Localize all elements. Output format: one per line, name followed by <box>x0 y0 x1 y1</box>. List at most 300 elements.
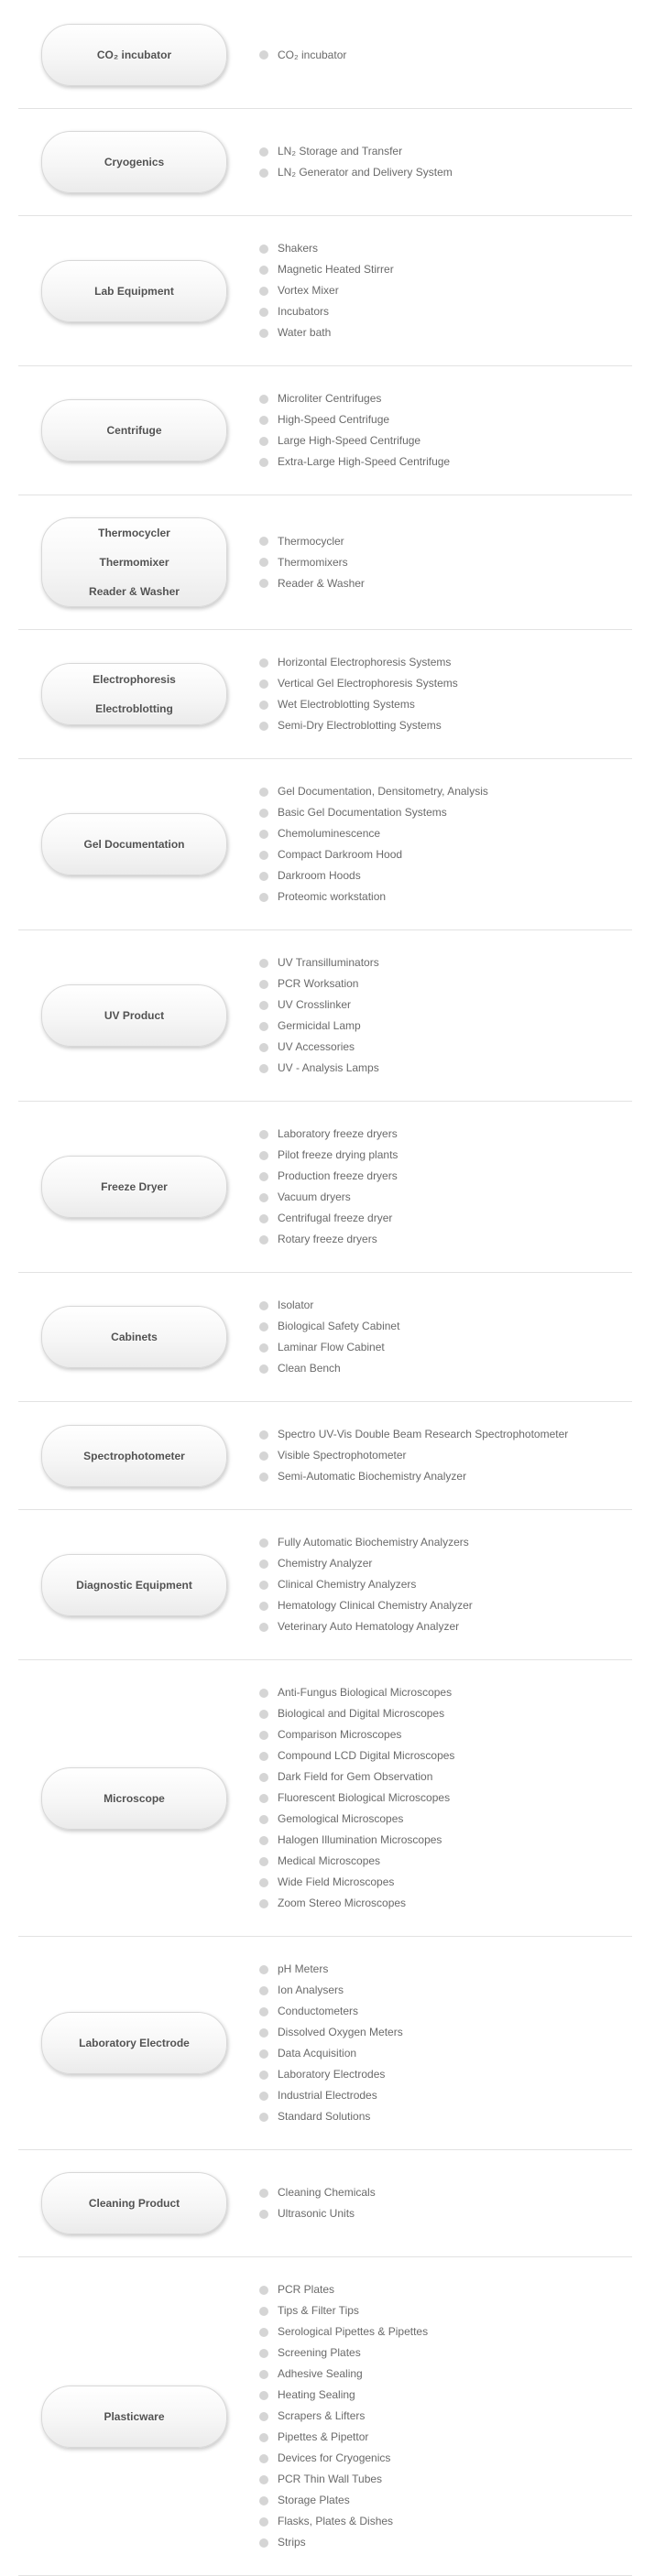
bullet-icon <box>259 1430 268 1440</box>
subcategory-label: Semi-Dry Electroblotting Systems <box>278 719 442 732</box>
subcategory-label: PCR Worksation <box>278 977 359 990</box>
subcategory-label: Basic Gel Documentation Systems <box>278 806 447 819</box>
bullet-icon <box>259 1022 268 1031</box>
subcategory-item[interactable] <box>259 1424 632 1445</box>
category-button-plasticware[interactable] <box>41 2386 227 2448</box>
subcategory-list <box>259 388 632 473</box>
bullet-icon <box>259 2349 268 2358</box>
subcategory-item[interactable] <box>259 1058 632 1079</box>
subcategory-item[interactable] <box>259 2469 632 2490</box>
bullet-icon <box>259 2210 268 2219</box>
subcategory-label: UV Transilluminators <box>278 956 379 969</box>
category-button-cryogenics[interactable] <box>41 131 227 193</box>
subcategory-item[interactable] <box>259 451 632 473</box>
subcategory-item[interactable] <box>259 1595 632 1616</box>
subcategory-label: Vacuum dryers <box>278 1190 351 1203</box>
subcategory-label: Adhesive Sealing <box>278 2367 363 2380</box>
subcategory-list <box>259 952 632 1079</box>
category-button-label: Cabinets <box>111 1331 158 1343</box>
subcategory-item[interactable] <box>259 2511 632 2532</box>
subcategory-item[interactable] <box>259 2182 632 2203</box>
bullet-icon <box>259 980 268 989</box>
bullet-icon <box>259 245 268 254</box>
subcategory-label: Comparison Microscopes <box>278 1728 402 1741</box>
bullet-icon <box>259 1364 268 1374</box>
subcategory-item[interactable] <box>259 2064 632 2085</box>
bullet-icon <box>259 1899 268 1908</box>
bullet-icon <box>259 872 268 881</box>
subcategory-item[interactable] <box>259 952 632 973</box>
category-button-column <box>41 2386 227 2448</box>
category-button-column <box>41 1554 227 1616</box>
subcategory-label: Serological Pipettes & Pipettes <box>278 2325 429 2338</box>
subcategory-label: Darkroom Hoods <box>278 869 361 882</box>
subcategory-item[interactable] <box>259 322 632 343</box>
bullet-icon <box>259 1473 268 1482</box>
subcategory-item[interactable] <box>259 1229 632 1250</box>
category-button-column <box>41 2012 227 2074</box>
bullet-icon <box>259 1043 268 1052</box>
subcategory-item[interactable] <box>259 2203 632 2224</box>
subcategory-list <box>259 2279 632 2553</box>
subcategory-label: Water bath <box>278 326 332 339</box>
subcategory-item[interactable] <box>259 141 632 162</box>
bullet-icon <box>259 1836 268 1845</box>
subcategory-label: Fully Automatic Biochemistry Analyzers <box>278 1536 469 1549</box>
bullet-icon <box>259 1343 268 1353</box>
subcategory-label: Gel Documentation, Densitometry, Analysis <box>278 785 488 798</box>
category-button-cabinets[interactable] <box>41 1306 227 1368</box>
subcategory-list <box>259 2182 632 2224</box>
subcategory-label: Wet Electroblotting Systems <box>278 698 415 711</box>
subcategory-label: Biological and Digital Microscopes <box>278 1707 445 1720</box>
category-button-column <box>41 1425 227 1487</box>
bullet-icon <box>259 2475 268 2484</box>
bullet-icon <box>259 50 268 60</box>
category-button-label: Lab Equipment <box>94 284 174 298</box>
subcategory-item[interactable] <box>259 2022 632 2043</box>
subcategory-item[interactable] <box>259 781 632 802</box>
subcategory-label: Heating Sealing <box>278 2388 355 2401</box>
bullet-icon <box>259 329 268 338</box>
subcategory-label: Veterinary Auto Hematology Analyzer <box>278 1620 460 1633</box>
subcategory-label: Pipettes & Pipettor <box>278 2430 369 2443</box>
subcategory-item[interactable] <box>259 1208 632 1229</box>
subcategory-item[interactable] <box>259 886 632 908</box>
bullet-icon <box>259 658 268 668</box>
category-button-microscope[interactable] <box>41 1767 227 1830</box>
subcategory-label: Isolator <box>278 1299 314 1311</box>
category-button-label: Cryogenics <box>104 156 165 168</box>
bullet-icon <box>259 959 268 968</box>
bullet-icon <box>259 1689 268 1698</box>
subcategory-label: Anti-Fungus Biological Microscopes <box>278 1686 453 1699</box>
subcategory-item[interactable] <box>259 2532 632 2553</box>
subcategory-label: Hematology Clinical Chemistry Analyzer <box>278 1599 473 1612</box>
subcategory-list <box>259 1295 632 1379</box>
subcategory-label: Chemoluminescence <box>278 827 381 840</box>
category-button-label: Freeze Dryer <box>101 1180 168 1193</box>
subcategory-item[interactable] <box>259 973 632 995</box>
subcategory-list <box>259 652 632 736</box>
category-section-cabinets <box>18 1273 632 1402</box>
subcategory-item[interactable] <box>259 301 632 322</box>
subcategory-item[interactable] <box>259 1466 632 1487</box>
subcategory-item[interactable] <box>259 552 632 573</box>
subcategory-label: Flasks, Plates & Dishes <box>278 2515 394 2527</box>
bullet-icon <box>259 1214 268 1223</box>
bullet-icon <box>259 788 268 797</box>
bullet-icon <box>259 2092 268 2101</box>
subcategory-label: Storage Plates <box>278 2494 350 2506</box>
subcategory-item[interactable] <box>259 1682 632 1703</box>
subcategory-item[interactable] <box>259 1166 632 1187</box>
subcategory-item[interactable] <box>259 652 632 673</box>
subcategory-item[interactable] <box>259 2085 632 2106</box>
category-button-label: Cleaning Product <box>88 2197 180 2210</box>
bullet-icon <box>259 2286 268 2295</box>
category-section-microscope <box>18 1660 632 1937</box>
bullet-icon <box>259 2538 268 2548</box>
subcategory-item[interactable] <box>259 409 632 430</box>
category-button-column <box>41 517 227 607</box>
subcategory-list <box>259 781 632 908</box>
category-button-gel-documentation[interactable] <box>41 813 227 875</box>
subcategory-item[interactable] <box>259 1016 632 1037</box>
category-button-column <box>41 2172 227 2234</box>
bullet-icon <box>259 1322 268 1331</box>
subcategory-item[interactable] <box>259 1766 632 1788</box>
bullet-icon <box>259 1451 268 1461</box>
subcategory-item[interactable] <box>259 238 632 259</box>
subcategory-item[interactable] <box>259 715 632 736</box>
subcategory-item[interactable] <box>259 1316 632 1337</box>
subcategory-item[interactable] <box>259 1337 632 1358</box>
subcategory-item[interactable] <box>259 844 632 865</box>
bullet-icon <box>259 1602 268 1611</box>
subcategory-label: Visible Spectrophotometer <box>278 1449 407 1462</box>
subcategory-label: Clean Bench <box>278 1362 341 1375</box>
category-button-column <box>41 984 227 1047</box>
subcategory-label: Halogen Illumination Microscopes <box>278 1833 442 1846</box>
category-button-cleaning-product[interactable] <box>41 2172 227 2234</box>
bullet-icon <box>259 1878 268 1887</box>
subcategory-list <box>259 1959 632 2127</box>
subcategory-label: Shakers <box>278 242 319 255</box>
category-section-thermocycler-thermomixer-reader-washer <box>18 495 632 630</box>
subcategory-label: Microliter Centrifuges <box>278 392 382 405</box>
subcategory-item[interactable] <box>259 2490 632 2511</box>
subcategory-item[interactable] <box>259 2406 632 2427</box>
subcategory-item[interactable] <box>259 1809 632 1830</box>
subcategory-label: Biological Safety Cabinet <box>278 1320 400 1332</box>
bullet-icon <box>259 437 268 446</box>
subcategory-label: Pilot freeze drying plants <box>278 1148 398 1161</box>
bullet-icon <box>259 2370 268 2379</box>
subcategory-item[interactable] <box>259 2364 632 2385</box>
subcategory-item[interactable] <box>259 2106 632 2127</box>
bullet-icon <box>259 1986 268 1995</box>
category-button-laboratory-electrode[interactable] <box>41 2012 227 2074</box>
subcategory-item[interactable] <box>259 2043 632 2064</box>
subcategory-label: Production freeze dryers <box>278 1169 398 1182</box>
subcategory-label: UV - Analysis Lamps <box>278 1061 379 1074</box>
subcategory-label: Screening Plates <box>278 2346 361 2359</box>
subcategory-item[interactable] <box>259 802 632 823</box>
bullet-icon <box>259 308 268 317</box>
subcategory-label: Laminar Flow Cabinet <box>278 1341 385 1353</box>
bullet-icon <box>259 1731 268 1740</box>
subcategory-item[interactable] <box>259 1851 632 1872</box>
category-button-thermocycler-thermomixer-reader-washer[interactable] <box>41 517 227 607</box>
bullet-icon <box>259 1001 268 1010</box>
bullet-icon <box>259 722 268 731</box>
subcategory-item[interactable] <box>259 1830 632 1851</box>
subcategory-label: Vertical Gel Electrophoresis Systems <box>278 677 458 690</box>
bullet-icon <box>259 851 268 860</box>
subcategory-item[interactable] <box>259 2427 632 2448</box>
bullet-icon <box>259 2391 268 2400</box>
bullet-icon <box>259 1172 268 1181</box>
category-button-label: Plasticware <box>104 2409 165 2423</box>
category-button-label: Gel Documentation <box>83 838 185 851</box>
bullet-icon <box>259 1773 268 1782</box>
category-section-gel-documentation <box>18 759 632 930</box>
category-button-column <box>41 663 227 725</box>
subcategory-item[interactable] <box>259 259 632 280</box>
bullet-icon <box>259 287 268 296</box>
subcategory-item[interactable] <box>259 2300 632 2321</box>
subcategory-item[interactable] <box>259 865 632 886</box>
category-button-label: CO₂ incubator <box>96 49 172 61</box>
subcategory-item[interactable] <box>259 1893 632 1914</box>
category-button-freeze-dryer[interactable] <box>41 1156 227 1218</box>
subcategory-label: Thermocycler <box>278 534 344 548</box>
subcategory-list <box>259 1124 632 1250</box>
subcategory-item[interactable] <box>259 1703 632 1724</box>
subcategory-list <box>259 1532 632 1637</box>
bullet-icon <box>259 2517 268 2527</box>
category-button-column <box>41 24 227 86</box>
subcategory-item[interactable] <box>259 2321 632 2342</box>
subcategory-label: PCR Thin Wall Tubes <box>278 2473 383 2485</box>
bullet-icon <box>259 1857 268 1866</box>
bullet-icon <box>259 537 268 546</box>
category-button-electrophoresis-electroblotting[interactable] <box>41 663 227 725</box>
category-section-laboratory-electrode <box>18 1937 632 2150</box>
category-button-lab-equipment[interactable] <box>41 260 227 322</box>
category-section-uv-product <box>18 930 632 1102</box>
bullet-icon <box>259 2189 268 2198</box>
category-section-centrifuge <box>18 366 632 495</box>
bullet-icon <box>259 2412 268 2421</box>
category-button-diagnostic-equipment[interactable] <box>41 1554 227 1616</box>
category-button-column <box>41 260 227 322</box>
subcategory-label: Semi-Automatic Biochemistry Analyzer <box>278 1470 467 1483</box>
subcategory-label: Germicidal Lamp <box>278 1019 361 1032</box>
subcategory-label: Chemistry Analyzer <box>278 1557 373 1570</box>
bullet-icon <box>259 1752 268 1761</box>
category-button-label: Thermomixer <box>99 556 169 569</box>
subcategory-label: Compound LCD Digital Microscopes <box>278 1749 455 1762</box>
subcategory-item[interactable] <box>259 1187 632 1208</box>
subcategory-label: LN₂ Storage and Transfer <box>278 145 403 158</box>
subcategory-label: Ultrasonic Units <box>278 2207 355 2220</box>
subcategory-item[interactable] <box>259 280 632 301</box>
subcategory-list <box>259 1682 632 1914</box>
bullet-icon <box>259 2028 268 2038</box>
bullet-icon <box>259 579 268 588</box>
subcategory-item[interactable] <box>259 1358 632 1379</box>
category-button-label: Electroblotting <box>95 702 173 715</box>
subcategory-item[interactable] <box>259 1616 632 1637</box>
subcategory-label: Laboratory freeze dryers <box>278 1127 398 1140</box>
subcategory-label: Dark Field for Gem Observation <box>278 1770 433 1783</box>
subcategory-label: Industrial Electrodes <box>278 2089 377 2102</box>
category-section-freeze-dryer <box>18 1102 632 1273</box>
subcategory-list <box>259 45 632 66</box>
bullet-icon <box>259 1710 268 1719</box>
category-section-plasticware <box>18 2257 632 2576</box>
subcategory-item[interactable] <box>259 45 632 66</box>
subcategory-label: Conductometers <box>278 2005 359 2017</box>
bullet-icon <box>259 395 268 404</box>
subcategory-item[interactable] <box>259 162 632 183</box>
subcategory-item[interactable] <box>259 1872 632 1893</box>
subcategory-item[interactable] <box>259 1145 632 1166</box>
category-section-spectrophotometer <box>18 1402 632 1510</box>
subcategory-label: Compact Darkroom Hood <box>278 848 403 861</box>
subcategory-item[interactable] <box>259 1788 632 1809</box>
subcategory-item[interactable] <box>259 2448 632 2469</box>
subcategory-label: pH Meters <box>278 1962 329 1975</box>
category-button-column <box>41 131 227 193</box>
subcategory-label: Standard Solutions <box>278 2110 371 2123</box>
subcategory-item[interactable] <box>259 2279 632 2300</box>
subcategory-item[interactable] <box>259 1553 632 1574</box>
bullet-icon <box>259 701 268 710</box>
bullet-icon <box>259 809 268 818</box>
subcategory-item[interactable] <box>259 1959 632 1980</box>
category-button-label: Diagnostic Equipment <box>76 1578 192 1592</box>
bullet-icon <box>259 2071 268 2080</box>
category-button-spectrophotometer[interactable] <box>41 1425 227 1487</box>
bullet-icon <box>259 2049 268 2059</box>
subcategory-list <box>259 141 632 183</box>
subcategory-item[interactable] <box>259 995 632 1016</box>
bullet-icon <box>259 893 268 902</box>
bullet-icon <box>259 679 268 689</box>
bullet-icon <box>259 1130 268 1139</box>
bullet-icon <box>259 2328 268 2337</box>
category-button-label: Spectrophotometer <box>83 1449 185 1462</box>
subcategory-item[interactable] <box>259 573 632 594</box>
subcategory-item[interactable] <box>259 1745 632 1766</box>
subcategory-item[interactable] <box>259 1124 632 1145</box>
bullet-icon <box>259 1064 268 1073</box>
bullet-icon <box>259 168 268 178</box>
bullet-icon <box>259 2454 268 2463</box>
subcategory-list <box>259 1424 632 1487</box>
subcategory-label: Clinical Chemistry Analyzers <box>278 1578 417 1591</box>
subcategory-label: Medical Microscopes <box>278 1854 381 1867</box>
bullet-icon <box>259 1794 268 1803</box>
subcategory-label: Thermomixers <box>278 555 348 569</box>
subcategory-label: Zoom Stereo Microscopes <box>278 1897 407 1909</box>
subcategory-item[interactable] <box>259 1532 632 1553</box>
category-section-lab-equipment <box>18 216 632 366</box>
subcategory-item[interactable] <box>259 1724 632 1745</box>
subcategory-label: Scrapers & Lifters <box>278 2409 366 2422</box>
bullet-icon <box>259 1538 268 1548</box>
category-button-label: Laboratory Electrode <box>79 2037 190 2049</box>
subcategory-item[interactable] <box>259 1037 632 1058</box>
subcategory-item[interactable] <box>259 531 632 552</box>
subcategory-item[interactable] <box>259 2001 632 2022</box>
subcategory-item[interactable] <box>259 673 632 694</box>
subcategory-label: Large High-Speed Centrifuge <box>278 434 421 447</box>
bullet-icon <box>259 1815 268 1824</box>
subcategory-label: Tips & Filter Tips <box>278 2304 359 2317</box>
bullet-icon <box>259 458 268 467</box>
bullet-icon <box>259 1193 268 1202</box>
subcategory-label: Centrifugal freeze dryer <box>278 1212 393 1224</box>
subcategory-item[interactable] <box>259 430 632 451</box>
subcategory-item[interactable] <box>259 388 632 409</box>
subcategory-item[interactable] <box>259 2342 632 2364</box>
subcategory-label: Devices for Cryogenics <box>278 2451 391 2464</box>
subcategory-label: LN₂ Generator and Delivery System <box>278 166 453 179</box>
subcategory-label: PCR Plates <box>278 2283 335 2296</box>
category-button-centrifuge[interactable] <box>41 399 227 462</box>
subcategory-list <box>259 531 632 594</box>
subcategory-item[interactable] <box>259 2385 632 2406</box>
subcategory-label: High-Speed Centrifuge <box>278 413 390 426</box>
subcategory-label: Vortex Mixer <box>278 284 339 297</box>
category-section-co-incubator <box>18 2 632 109</box>
bullet-icon <box>259 830 268 839</box>
category-button-column <box>41 813 227 875</box>
bullet-icon <box>259 2307 268 2316</box>
category-button-uv-product[interactable] <box>41 984 227 1047</box>
category-button-column <box>41 399 227 462</box>
subcategory-label: Incubators <box>278 305 330 318</box>
subcategory-item[interactable] <box>259 1295 632 1316</box>
subcategory-label: Ion Analysers <box>278 1984 344 1996</box>
bullet-icon <box>259 1965 268 1974</box>
subcategory-item[interactable] <box>259 694 632 715</box>
subcategory-item[interactable] <box>259 823 632 844</box>
subcategory-label: UV Crosslinker <box>278 998 352 1011</box>
bullet-icon <box>259 1151 268 1160</box>
bullet-icon <box>259 1560 268 1569</box>
subcategory-label: Data Acquisition <box>278 2047 357 2060</box>
subcategory-label: Magnetic Heated Stirrer <box>278 263 394 276</box>
subcategory-label: UV Accessories <box>278 1040 355 1053</box>
subcategory-item[interactable] <box>259 1980 632 2001</box>
subcategory-item[interactable] <box>259 1574 632 1595</box>
category-button-co-incubator[interactable] <box>41 24 227 86</box>
subcategory-label: Horizontal Electrophoresis Systems <box>278 656 452 668</box>
subcategory-item[interactable] <box>259 1445 632 1466</box>
bullet-icon <box>259 1623 268 1632</box>
subcategory-label: Rotary freeze dryers <box>278 1233 377 1245</box>
category-section-electrophoresis-electroblotting <box>18 630 632 759</box>
subcategory-list <box>259 238 632 343</box>
subcategory-label: Proteomic workstation <box>278 890 387 903</box>
category-button-column <box>41 1767 227 1830</box>
bullet-icon <box>259 2433 268 2442</box>
